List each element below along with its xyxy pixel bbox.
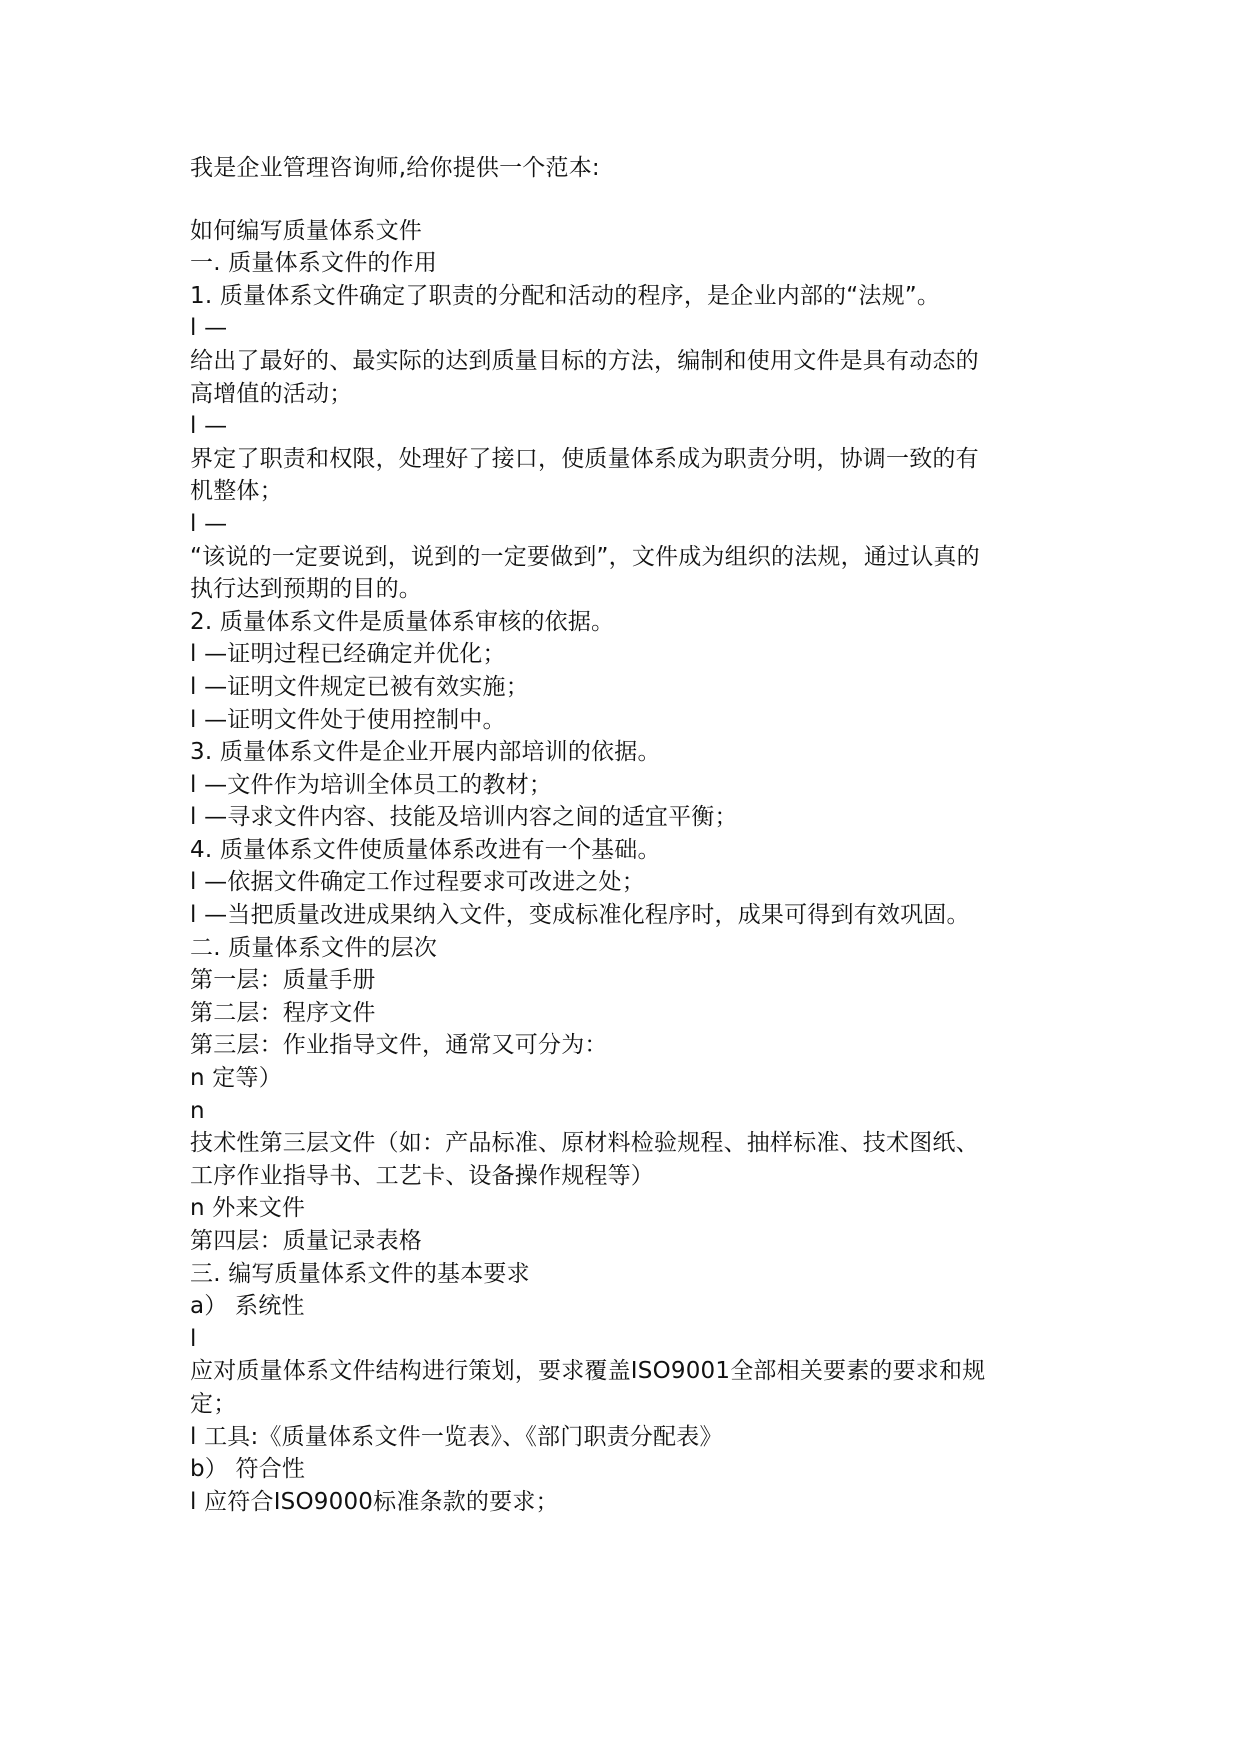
section-heading-2: 二. 质量体系文件的层次 (190, 934, 438, 961)
text-line: 4. 质量体系文件使质量体系改进有一个基础。 (190, 836, 661, 863)
section-heading-1: 一. 质量体系文件的作用 (190, 250, 438, 277)
bullet-line: l — (190, 315, 228, 342)
bullet-line: l — (190, 510, 228, 537)
bullet-line: l (190, 1325, 197, 1352)
bullet-line: n 定等） (190, 1065, 282, 1092)
bullet-line: n 外来文件 (190, 1195, 306, 1222)
bullet-line: l 应符合ISO9000标准条款的要求； (190, 1488, 559, 1515)
document-body (190, 152, 1050, 1518)
text-line: 2. 质量体系文件是质量体系审核的依据。 (190, 608, 615, 635)
intro-line: 我是企业管理咨询师,给你提供一个范本: (190, 155, 600, 181)
doc-title: 如何编写质量体系文件 (190, 217, 422, 244)
bullet-line: l —证明过程已经确定并优化； (190, 641, 506, 668)
text-line: 3. 质量体系文件是企业开展内部培训的依据。 (190, 739, 661, 766)
text-line: 1. 质量体系文件确定了职责的分配和活动的程序，是企业内部的“法规”。 (190, 282, 941, 309)
section-heading-3: 三. 编写质量体系文件的基本要求 (190, 1260, 530, 1287)
text-line: 定； (190, 1390, 237, 1417)
text-lines (190, 215, 1050, 1519)
bullet-line: l —证明文件处于使用控制中。 (190, 706, 506, 733)
bullet-line: l 工具:《质量体系文件一览表》、《部门职责分配表》 (190, 1423, 723, 1450)
text-line: 应对质量体系文件结构进行策划，要求覆盖ISO9001全部相关要素的要求和规 (190, 1358, 986, 1385)
text-line: 技术性第三层文件（如：产品标准、原材料检验规程、抽样标准、技术图纸、 (190, 1130, 979, 1157)
text-line: 机整体； (190, 478, 283, 505)
bullet-line: l —证明文件规定已被有效实施； (190, 673, 529, 700)
bullet-line: l —依据文件确定工作过程要求可改进之处； (190, 869, 645, 896)
text-line: 第四层：质量记录表格 (190, 1228, 422, 1254)
text-line: “该说的一定要说到，说到的一定要做到”，文件成为组织的法规，通过认真的 (190, 543, 980, 570)
bullet-line: l —寻求文件内容、技能及培训内容之间的适宜平衡； (190, 804, 738, 831)
bullet-line: l — (190, 413, 228, 440)
text-line: 工序作业指导书、工艺卡、设备操作规程等） (190, 1162, 654, 1189)
text-line: 第三层：作业指导文件，通常又可分为： (190, 1032, 608, 1059)
bullet-line: l —当把质量改进成果纳入文件，变成标准化程序时，成果可得到有效巩固。 (190, 902, 970, 929)
text-line: 给出了最好的、最实际的达到质量目标的方法，编制和使用文件是具有动态的 (190, 347, 979, 374)
text-line: a） 系统性 (190, 1293, 305, 1320)
text-line: 界定了职责和权限，处理好了接口，使质量体系成为职责分明，协调一致的有 (190, 445, 979, 472)
bullet-line: n (190, 1097, 205, 1124)
text-line: 第一层：质量手册 (190, 967, 376, 994)
text-line: b） 符合性 (190, 1456, 306, 1483)
text-line: 执行达到预期的目的。 (190, 576, 422, 603)
paragraph-gap (190, 185, 1050, 215)
text-line: 第二层：程序文件 (190, 999, 376, 1026)
bullet-line: l —文件作为培训全体员工的教材； (190, 771, 553, 798)
text-line: 高增值的活动； (190, 380, 353, 407)
